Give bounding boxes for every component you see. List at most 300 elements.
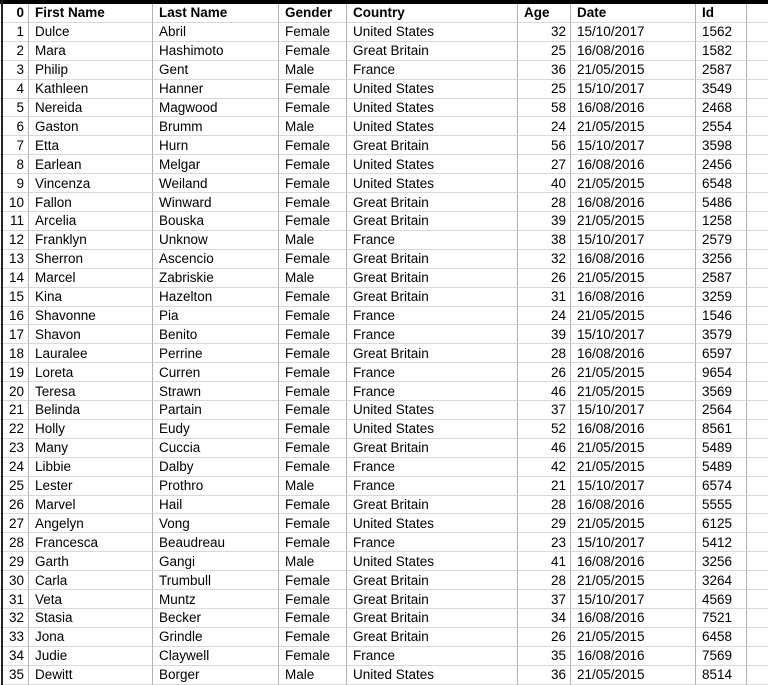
cell-age[interactable]: 36 (518, 61, 571, 80)
cell-last_name[interactable]: Trumbull (153, 571, 279, 590)
cell-first_name[interactable]: Franklyn (29, 231, 153, 250)
cell-last_name[interactable]: Cuccia (153, 439, 279, 458)
cell-row_num[interactable]: 30 (0, 571, 29, 590)
cell-id[interactable]: 2579 (696, 231, 747, 250)
cell-date[interactable]: 21/05/2015 (571, 458, 696, 477)
cell-row_num[interactable]: 4 (0, 80, 29, 99)
cell-empty[interactable] (747, 61, 768, 80)
cell-id[interactable]: 2554 (696, 117, 747, 136)
cell-age[interactable]: 36 (518, 666, 571, 685)
cell-first_name[interactable]: Garth (29, 552, 153, 571)
cell-row_num[interactable]: 23 (0, 439, 29, 458)
cell-id[interactable]: 3259 (696, 288, 747, 307)
cell-row_num[interactable]: 19 (0, 363, 29, 382)
cell-row_num[interactable]: 33 (0, 628, 29, 647)
cell-id[interactable]: 2587 (696, 61, 747, 80)
cell-country[interactable]: United States (347, 174, 518, 193)
cell-age[interactable]: 28 (518, 571, 571, 590)
cell-country[interactable]: Great Britain (347, 496, 518, 515)
cell-country[interactable]: Great Britain (347, 628, 518, 647)
cell-age[interactable]: 28 (518, 344, 571, 363)
cell-empty[interactable] (747, 99, 768, 118)
cell-id[interactable]: 5489 (696, 439, 747, 458)
cell-gender[interactable]: Female (279, 174, 347, 193)
cell-first_name[interactable]: Jona (29, 628, 153, 647)
cell-last_name[interactable]: Grindle (153, 628, 279, 647)
cell-empty[interactable] (747, 117, 768, 136)
cell-country[interactable]: United States (347, 155, 518, 174)
cell-gender[interactable]: Female (279, 136, 347, 155)
cell-gender[interactable]: Female (279, 363, 347, 382)
cell-gender[interactable]: Female (279, 288, 347, 307)
cell-date[interactable]: 15/10/2017 (571, 533, 696, 552)
cell-row_num[interactable]: 28 (0, 533, 29, 552)
cell-age[interactable]: 21 (518, 477, 571, 496)
cell-row_num[interactable]: 8 (0, 155, 29, 174)
cell-row_num[interactable]: 31 (0, 590, 29, 609)
header-id[interactable]: Id (696, 4, 747, 23)
cell-empty[interactable] (747, 439, 768, 458)
cell-date[interactable]: 16/08/2016 (571, 420, 696, 439)
cell-empty[interactable] (747, 250, 768, 269)
cell-date[interactable]: 16/08/2016 (571, 609, 696, 628)
cell-empty[interactable] (747, 552, 768, 571)
header-country[interactable]: Country (347, 4, 518, 23)
cell-country[interactable]: Great Britain (347, 571, 518, 590)
cell-row_num[interactable]: 12 (0, 231, 29, 250)
cell-empty[interactable] (747, 609, 768, 628)
cell-id[interactable]: 3579 (696, 325, 747, 344)
cell-gender[interactable]: Female (279, 647, 347, 666)
cell-last_name[interactable]: Weiland (153, 174, 279, 193)
cell-empty[interactable] (747, 401, 768, 420)
cell-gender[interactable]: Male (279, 477, 347, 496)
cell-first_name[interactable]: Vincenza (29, 174, 153, 193)
cell-date[interactable]: 21/05/2015 (571, 514, 696, 533)
cell-empty[interactable] (747, 155, 768, 174)
cell-country[interactable]: Great Britain (347, 269, 518, 288)
cell-date[interactable]: 15/10/2017 (571, 231, 696, 250)
cell-id[interactable]: 3598 (696, 136, 747, 155)
cell-country[interactable]: France (347, 61, 518, 80)
cell-first_name[interactable]: Shavonne (29, 307, 153, 326)
cell-gender[interactable]: Female (279, 533, 347, 552)
cell-age[interactable]: 35 (518, 647, 571, 666)
cell-last_name[interactable]: Magwood (153, 99, 279, 118)
cell-last_name[interactable]: Ascencio (153, 250, 279, 269)
cell-empty[interactable] (747, 231, 768, 250)
cell-gender[interactable]: Female (279, 42, 347, 61)
cell-date[interactable]: 21/05/2015 (571, 174, 696, 193)
cell-empty[interactable] (747, 363, 768, 382)
cell-gender[interactable]: Male (279, 552, 347, 571)
cell-first_name[interactable]: Libbie (29, 458, 153, 477)
cell-first_name[interactable]: Mara (29, 42, 153, 61)
cell-date[interactable]: 15/10/2017 (571, 325, 696, 344)
cell-date[interactable]: 21/05/2015 (571, 307, 696, 326)
cell-date[interactable]: 16/08/2016 (571, 250, 696, 269)
cell-id[interactable]: 1546 (696, 307, 747, 326)
cell-row_num[interactable]: 35 (0, 666, 29, 685)
cell-country[interactable]: Great Britain (347, 212, 518, 231)
cell-gender[interactable]: Male (279, 666, 347, 685)
cell-gender[interactable]: Female (279, 155, 347, 174)
cell-age[interactable]: 32 (518, 23, 571, 42)
cell-age[interactable]: 31 (518, 288, 571, 307)
cell-empty[interactable] (747, 23, 768, 42)
cell-first_name[interactable]: Kathleen (29, 80, 153, 99)
cell-gender[interactable]: Female (279, 99, 347, 118)
cell-row_num[interactable]: 5 (0, 99, 29, 118)
cell-date[interactable]: 15/10/2017 (571, 23, 696, 42)
cell-row_num[interactable]: 24 (0, 458, 29, 477)
cell-empty[interactable] (747, 590, 768, 609)
cell-gender[interactable]: Female (279, 23, 347, 42)
cell-date[interactable]: 16/08/2016 (571, 496, 696, 515)
cell-date[interactable]: 15/10/2017 (571, 401, 696, 420)
cell-date[interactable]: 16/08/2016 (571, 552, 696, 571)
cell-empty[interactable] (747, 325, 768, 344)
header-date[interactable]: Date (571, 4, 696, 23)
cell-first_name[interactable]: Angelyn (29, 514, 153, 533)
cell-id[interactable]: 3549 (696, 80, 747, 99)
cell-age[interactable]: 24 (518, 117, 571, 136)
cell-date[interactable]: 15/10/2017 (571, 590, 696, 609)
cell-country[interactable]: Great Britain (347, 250, 518, 269)
cell-row_num[interactable]: 6 (0, 117, 29, 136)
cell-last_name[interactable]: Strawn (153, 382, 279, 401)
cell-country[interactable]: Great Britain (347, 344, 518, 363)
cell-country[interactable]: United States (347, 401, 518, 420)
cell-empty[interactable] (747, 458, 768, 477)
cell-date[interactable]: 16/08/2016 (571, 193, 696, 212)
cell-first_name[interactable]: Nereida (29, 99, 153, 118)
cell-empty[interactable] (747, 666, 768, 685)
cell-country[interactable]: France (347, 477, 518, 496)
cell-date[interactable]: 16/08/2016 (571, 42, 696, 61)
cell-country[interactable]: France (347, 647, 518, 666)
cell-age[interactable]: 24 (518, 307, 571, 326)
cell-last_name[interactable]: Eudy (153, 420, 279, 439)
cell-empty[interactable] (747, 80, 768, 99)
cell-first_name[interactable]: Teresa (29, 382, 153, 401)
cell-last_name[interactable]: Zabriskie (153, 269, 279, 288)
cell-gender[interactable]: Female (279, 344, 347, 363)
cell-country[interactable]: France (347, 307, 518, 326)
cell-last_name[interactable]: Pia (153, 307, 279, 326)
cell-age[interactable]: 27 (518, 155, 571, 174)
cell-country[interactable]: United States (347, 666, 518, 685)
cell-date[interactable]: 21/05/2015 (571, 212, 696, 231)
cell-last_name[interactable]: Brumm (153, 117, 279, 136)
cell-first_name[interactable]: Philip (29, 61, 153, 80)
cell-empty[interactable] (747, 514, 768, 533)
cell-id[interactable]: 1582 (696, 42, 747, 61)
cell-country[interactable]: United States (347, 99, 518, 118)
cell-last_name[interactable]: Claywell (153, 647, 279, 666)
cell-last_name[interactable]: Perrine (153, 344, 279, 363)
cell-age[interactable]: 26 (518, 363, 571, 382)
cell-date[interactable]: 21/05/2015 (571, 439, 696, 458)
cell-empty[interactable] (747, 344, 768, 363)
cell-last_name[interactable]: Hanner (153, 80, 279, 99)
cell-row_num[interactable]: 11 (0, 212, 29, 231)
cell-row_num[interactable]: 34 (0, 647, 29, 666)
cell-last_name[interactable]: Borger (153, 666, 279, 685)
cell-empty[interactable] (747, 647, 768, 666)
cell-gender[interactable]: Male (279, 117, 347, 136)
cell-first_name[interactable]: Fallon (29, 193, 153, 212)
cell-id[interactable]: 6574 (696, 477, 747, 496)
cell-country[interactable]: United States (347, 514, 518, 533)
cell-id[interactable]: 7521 (696, 609, 747, 628)
cell-country[interactable]: France (347, 231, 518, 250)
cell-empty[interactable] (747, 382, 768, 401)
cell-date[interactable]: 16/08/2016 (571, 99, 696, 118)
cell-first_name[interactable]: Judie (29, 647, 153, 666)
cell-country[interactable]: Great Britain (347, 590, 518, 609)
cell-id[interactable]: 3256 (696, 552, 747, 571)
header-row_num[interactable]: 0 (0, 4, 29, 23)
cell-last_name[interactable]: Beaudreau (153, 533, 279, 552)
cell-country[interactable]: Great Britain (347, 439, 518, 458)
cell-date[interactable]: 21/05/2015 (571, 666, 696, 685)
cell-age[interactable]: 42 (518, 458, 571, 477)
cell-country[interactable]: United States (347, 552, 518, 571)
cell-country[interactable]: France (347, 533, 518, 552)
cell-gender[interactable]: Female (279, 382, 347, 401)
cell-row_num[interactable]: 25 (0, 477, 29, 496)
cell-age[interactable]: 46 (518, 439, 571, 458)
cell-row_num[interactable]: 21 (0, 401, 29, 420)
cell-row_num[interactable]: 20 (0, 382, 29, 401)
cell-row_num[interactable]: 1 (0, 23, 29, 42)
cell-last_name[interactable]: Bouska (153, 212, 279, 231)
header-age[interactable]: Age (518, 4, 571, 23)
cell-last_name[interactable]: Prothro (153, 477, 279, 496)
cell-first_name[interactable]: Shavon (29, 325, 153, 344)
cell-age[interactable]: 25 (518, 80, 571, 99)
cell-last_name[interactable]: Hashimoto (153, 42, 279, 61)
cell-id[interactable]: 6597 (696, 344, 747, 363)
cell-row_num[interactable]: 17 (0, 325, 29, 344)
cell-first_name[interactable]: Arcelia (29, 212, 153, 231)
cell-first_name[interactable]: Dulce (29, 23, 153, 42)
cell-date[interactable]: 21/05/2015 (571, 628, 696, 647)
cell-gender[interactable]: Female (279, 212, 347, 231)
cell-gender[interactable]: Female (279, 420, 347, 439)
cell-empty[interactable] (747, 136, 768, 155)
cell-first_name[interactable]: Veta (29, 590, 153, 609)
cell-first_name[interactable]: Dewitt (29, 666, 153, 685)
cell-age[interactable]: 56 (518, 136, 571, 155)
cell-last_name[interactable]: Dalby (153, 458, 279, 477)
cell-empty[interactable] (747, 212, 768, 231)
cell-last_name[interactable]: Partain (153, 401, 279, 420)
cell-empty[interactable] (747, 571, 768, 590)
cell-country[interactable]: France (347, 363, 518, 382)
cell-id[interactable]: 5486 (696, 193, 747, 212)
cell-gender[interactable]: Female (279, 439, 347, 458)
cell-last_name[interactable]: Unknow (153, 231, 279, 250)
cell-row_num[interactable]: 18 (0, 344, 29, 363)
cell-country[interactable]: Great Britain (347, 42, 518, 61)
cell-id[interactable]: 6125 (696, 514, 747, 533)
cell-age[interactable]: 26 (518, 628, 571, 647)
cell-last_name[interactable]: Gangi (153, 552, 279, 571)
cell-last_name[interactable]: Winward (153, 193, 279, 212)
cell-gender[interactable]: Female (279, 401, 347, 420)
cell-row_num[interactable]: 32 (0, 609, 29, 628)
cell-empty[interactable] (747, 477, 768, 496)
cell-id[interactable]: 5489 (696, 458, 747, 477)
cell-id[interactable]: 3256 (696, 250, 747, 269)
cell-last_name[interactable]: Curren (153, 363, 279, 382)
cell-empty[interactable] (747, 496, 768, 515)
cell-first_name[interactable]: Stasia (29, 609, 153, 628)
cell-first_name[interactable]: Etta (29, 136, 153, 155)
cell-age[interactable]: 37 (518, 590, 571, 609)
cell-row_num[interactable]: 22 (0, 420, 29, 439)
cell-first_name[interactable]: Holly (29, 420, 153, 439)
cell-first_name[interactable]: Lauralee (29, 344, 153, 363)
header-empty[interactable] (747, 4, 768, 23)
cell-date[interactable]: 16/08/2016 (571, 344, 696, 363)
cell-id[interactable]: 2456 (696, 155, 747, 174)
cell-first_name[interactable]: Francesca (29, 533, 153, 552)
cell-country[interactable]: France (347, 458, 518, 477)
cell-row_num[interactable]: 27 (0, 514, 29, 533)
cell-first_name[interactable]: Marvel (29, 496, 153, 515)
cell-last_name[interactable]: Hazelton (153, 288, 279, 307)
cell-country[interactable]: United States (347, 420, 518, 439)
cell-first_name[interactable]: Carla (29, 571, 153, 590)
cell-empty[interactable] (747, 193, 768, 212)
cell-last_name[interactable]: Gent (153, 61, 279, 80)
cell-id[interactable]: 2587 (696, 269, 747, 288)
cell-last_name[interactable]: Vong (153, 514, 279, 533)
cell-date[interactable]: 16/08/2016 (571, 647, 696, 666)
cell-id[interactable]: 3569 (696, 382, 747, 401)
cell-country[interactable]: United States (347, 23, 518, 42)
cell-id[interactable]: 8561 (696, 420, 747, 439)
cell-id[interactable]: 3264 (696, 571, 747, 590)
cell-age[interactable]: 40 (518, 174, 571, 193)
cell-age[interactable]: 58 (518, 99, 571, 118)
cell-id[interactable]: 5555 (696, 496, 747, 515)
cell-gender[interactable]: Female (279, 250, 347, 269)
cell-gender[interactable]: Female (279, 628, 347, 647)
header-first_name[interactable]: First Name (29, 4, 153, 23)
cell-last_name[interactable]: Hail (153, 496, 279, 515)
cell-gender[interactable]: Female (279, 307, 347, 326)
cell-gender[interactable]: Male (279, 231, 347, 250)
cell-age[interactable]: 32 (518, 250, 571, 269)
cell-empty[interactable] (747, 288, 768, 307)
cell-age[interactable]: 46 (518, 382, 571, 401)
cell-row_num[interactable]: 2 (0, 42, 29, 61)
cell-age[interactable]: 29 (518, 514, 571, 533)
cell-last_name[interactable]: Abril (153, 23, 279, 42)
cell-empty[interactable] (747, 269, 768, 288)
cell-id[interactable]: 9654 (696, 363, 747, 382)
cell-age[interactable]: 23 (518, 533, 571, 552)
cell-row_num[interactable]: 29 (0, 552, 29, 571)
cell-last_name[interactable]: Hurn (153, 136, 279, 155)
cell-country[interactable]: France (347, 382, 518, 401)
cell-row_num[interactable]: 15 (0, 288, 29, 307)
cell-id[interactable]: 2468 (696, 99, 747, 118)
cell-first_name[interactable]: Sherron (29, 250, 153, 269)
cell-row_num[interactable]: 3 (0, 61, 29, 80)
cell-first_name[interactable]: Earlean (29, 155, 153, 174)
cell-age[interactable]: 38 (518, 231, 571, 250)
cell-age[interactable]: 39 (518, 212, 571, 231)
cell-date[interactable]: 21/05/2015 (571, 61, 696, 80)
cell-gender[interactable]: Female (279, 325, 347, 344)
cell-row_num[interactable]: 14 (0, 269, 29, 288)
cell-age[interactable]: 37 (518, 401, 571, 420)
cell-row_num[interactable]: 10 (0, 193, 29, 212)
cell-date[interactable]: 15/10/2017 (571, 477, 696, 496)
cell-last_name[interactable]: Muntz (153, 590, 279, 609)
cell-id[interactable]: 6548 (696, 174, 747, 193)
cell-first_name[interactable]: Many (29, 439, 153, 458)
cell-id[interactable]: 6458 (696, 628, 747, 647)
cell-empty[interactable] (747, 174, 768, 193)
cell-country[interactable]: United States (347, 80, 518, 99)
cell-gender[interactable]: Female (279, 609, 347, 628)
cell-empty[interactable] (747, 307, 768, 326)
cell-date[interactable]: 15/10/2017 (571, 136, 696, 155)
cell-gender[interactable]: Female (279, 590, 347, 609)
cell-last_name[interactable]: Benito (153, 325, 279, 344)
cell-first_name[interactable]: Lester (29, 477, 153, 496)
cell-id[interactable]: 1258 (696, 212, 747, 231)
cell-id[interactable]: 8514 (696, 666, 747, 685)
cell-gender[interactable]: Male (279, 269, 347, 288)
cell-id[interactable]: 1562 (696, 23, 747, 42)
cell-age[interactable]: 28 (518, 193, 571, 212)
cell-row_num[interactable]: 9 (0, 174, 29, 193)
cell-country[interactable]: United States (347, 117, 518, 136)
cell-gender[interactable]: Female (279, 80, 347, 99)
cell-gender[interactable]: Female (279, 193, 347, 212)
cell-country[interactable]: Great Britain (347, 136, 518, 155)
cell-first_name[interactable]: Gaston (29, 117, 153, 136)
cell-age[interactable]: 41 (518, 552, 571, 571)
cell-empty[interactable] (747, 628, 768, 647)
cell-age[interactable]: 39 (518, 325, 571, 344)
cell-date[interactable]: 16/08/2016 (571, 155, 696, 174)
cell-last_name[interactable]: Becker (153, 609, 279, 628)
cell-age[interactable]: 52 (518, 420, 571, 439)
cell-id[interactable]: 2564 (696, 401, 747, 420)
cell-country[interactable]: Great Britain (347, 609, 518, 628)
cell-row_num[interactable]: 16 (0, 307, 29, 326)
cell-age[interactable]: 25 (518, 42, 571, 61)
cell-gender[interactable]: Female (279, 458, 347, 477)
cell-country[interactable]: Great Britain (347, 288, 518, 307)
cell-date[interactable]: 21/05/2015 (571, 363, 696, 382)
cell-gender[interactable]: Female (279, 571, 347, 590)
cell-first_name[interactable]: Belinda (29, 401, 153, 420)
cell-first_name[interactable]: Marcel (29, 269, 153, 288)
header-gender[interactable]: Gender (279, 4, 347, 23)
cell-last_name[interactable]: Melgar (153, 155, 279, 174)
cell-row_num[interactable]: 26 (0, 496, 29, 515)
cell-id[interactable]: 4569 (696, 590, 747, 609)
